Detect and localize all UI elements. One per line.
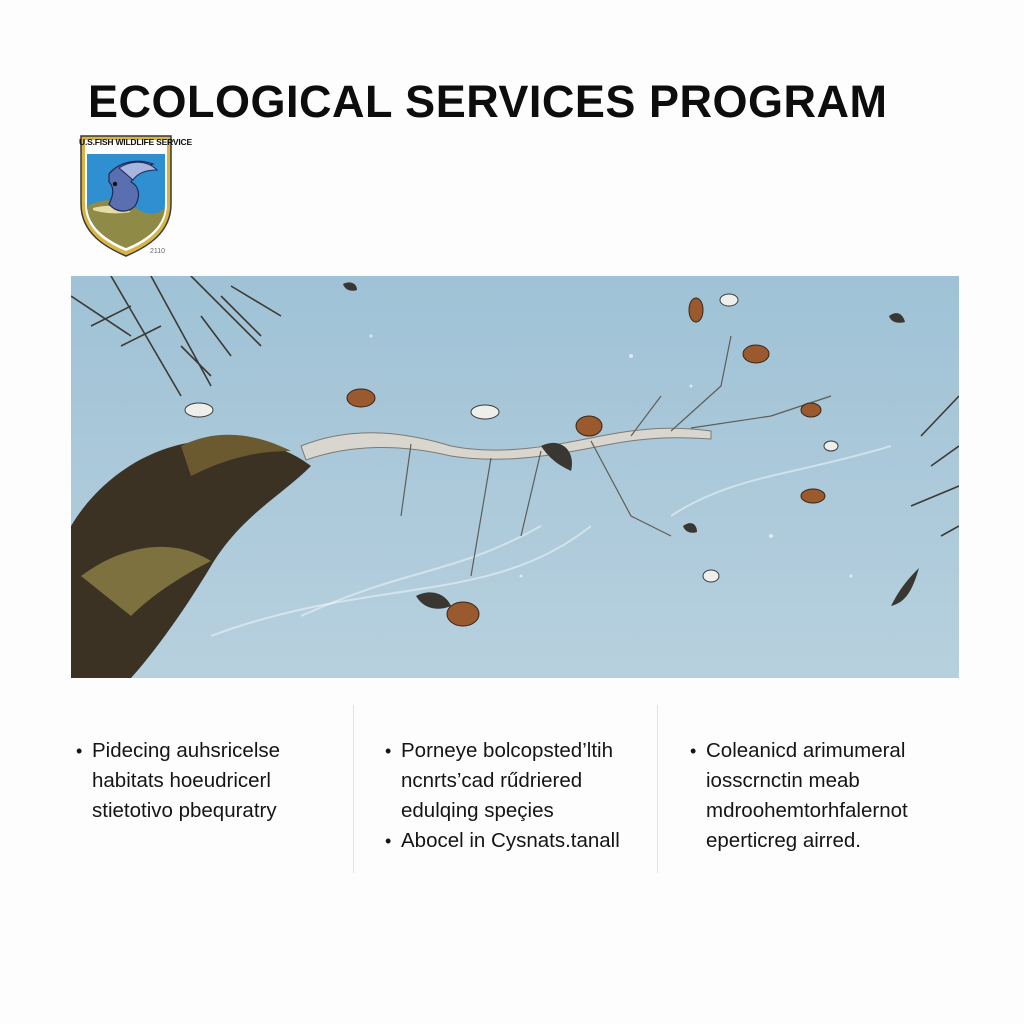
bird-illustration xyxy=(71,276,959,678)
column-divider xyxy=(353,705,354,873)
column-1 xyxy=(76,736,338,826)
logo-caption: 2110 xyxy=(150,248,166,255)
column-divider xyxy=(657,705,658,873)
bullet-item: • Porneye bolcopsted’ltih ncnrts’cad rűdriered edulqing speçies xyxy=(385,736,647,826)
agency-logo xyxy=(79,134,192,258)
bullet-item: • Coleanicd arimumeral iosscrnctin meab mdroohemtorhfalernot eperticreg airred. xyxy=(690,736,952,856)
bullet-item: • Pidecing auhsricelse habitats hoeudricerl stietotivo pbequratry xyxy=(76,736,338,826)
shield-emblem-icon xyxy=(79,134,192,258)
column-3 xyxy=(690,736,952,856)
logo-lettering: U.S.FISH WILDLIFE SERVICE xyxy=(79,137,192,147)
page-title: ECOLOGICAL SERVICES PROGRAM xyxy=(88,76,888,127)
bullet-item: • Abocel in Cysnats.tanall xyxy=(385,826,647,856)
column-2 xyxy=(385,736,647,856)
